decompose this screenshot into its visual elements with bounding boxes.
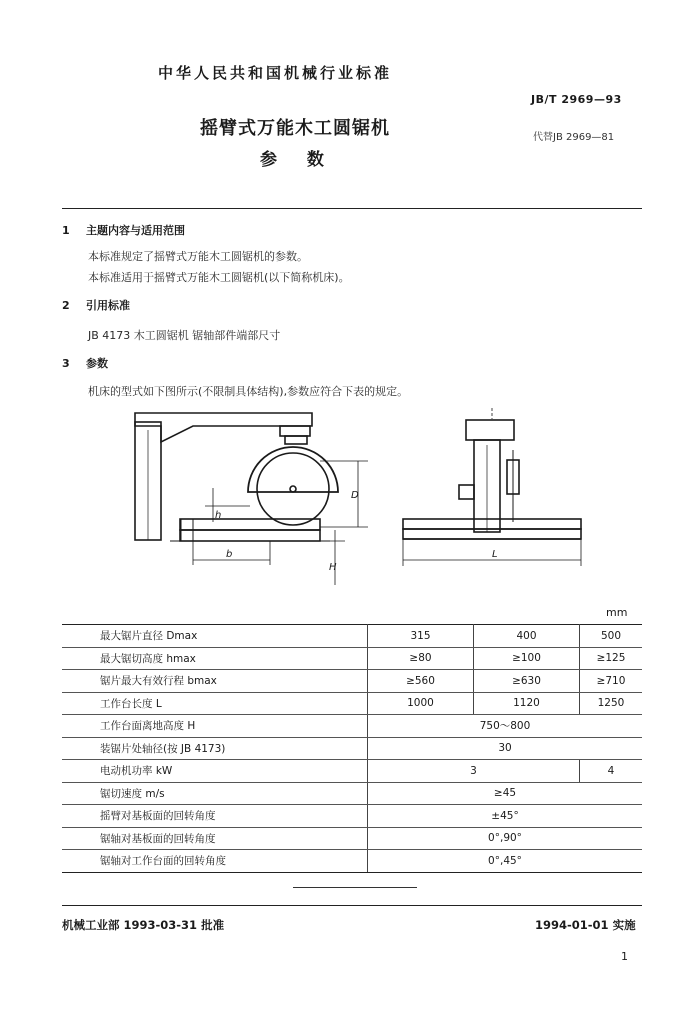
cell: 0°,45° xyxy=(368,850,643,873)
page-number: 1 xyxy=(621,950,628,963)
machine-drawing xyxy=(0,400,675,590)
cell: 1120 xyxy=(474,692,580,715)
cell: ≥45 xyxy=(368,782,643,805)
table-row xyxy=(62,760,642,783)
table-row xyxy=(62,827,642,850)
table-row xyxy=(62,647,642,670)
row-label: 电动机功率 kW xyxy=(62,760,368,783)
cell: ≥125 xyxy=(580,647,643,670)
approval-note: 机械工业部 1993-03-31 批准 xyxy=(62,918,225,932)
cell: ±45° xyxy=(368,805,643,828)
table-row xyxy=(62,692,642,715)
saw-blade xyxy=(248,447,338,525)
section-1-heading: 1 主题内容与适用范围 xyxy=(62,224,185,237)
row-label: 锯切速度 m/s xyxy=(62,782,368,805)
row-label: 工作台面离地高度 H xyxy=(62,715,368,738)
dim-label-D: D xyxy=(351,490,359,501)
document-title: 摇臂式万能木工圆锯机 xyxy=(200,118,390,139)
cell: 0°,90° xyxy=(368,827,643,850)
cell: 400 xyxy=(474,625,580,648)
section-3-heading: 3 参数 xyxy=(62,357,108,370)
dim-label-H: H xyxy=(329,562,337,573)
issuing-body: 中华人民共和国机械行业标准 xyxy=(158,64,393,82)
cell: 1250 xyxy=(580,692,643,715)
row-label: 装锯片处轴径(按 JB 4173) xyxy=(62,737,368,760)
replaces-note: 代替JB 2969—81 xyxy=(533,132,615,143)
dim-label-L: L xyxy=(492,549,498,560)
front-view-dimensions xyxy=(403,408,581,566)
row-label: 最大锯切高度 hmax xyxy=(62,647,368,670)
section-1-line-2: 本标准适用于摇臂式万能木工圆锯机(以下简称机床)。 xyxy=(88,271,350,284)
side-view-arm xyxy=(135,413,312,444)
table-row xyxy=(62,850,642,873)
front-view-table xyxy=(403,519,581,539)
header-rule xyxy=(62,208,642,209)
table-unit: mm xyxy=(606,606,628,619)
footer-rule xyxy=(62,905,642,906)
standard-number: JB/T 2969—93 xyxy=(531,93,622,106)
section-3-line-1: 机床的型式如下图所示(不限制具体结构),参数应符合下表的规定。 xyxy=(88,385,409,398)
parameter-table xyxy=(62,624,642,873)
cell: 3 xyxy=(368,760,580,783)
cell: ≥710 xyxy=(580,670,643,693)
row-label: 锯片最大有效行程 bmax xyxy=(62,670,368,693)
section-2-line-1: JB 4173 木工圆锯机 锯轴部件端部尺寸 xyxy=(88,329,281,342)
front-view-column xyxy=(459,420,519,532)
cell: ≥80 xyxy=(368,647,474,670)
table-row xyxy=(62,670,642,693)
row-label: 摇臂对基板面的回转角度 xyxy=(62,805,368,828)
row-label: 锯轴对工作台面的回转角度 xyxy=(62,850,368,873)
cell: 1000 xyxy=(368,692,474,715)
table-row xyxy=(62,625,642,648)
row-label: 工作台长度 L xyxy=(62,692,368,715)
cell: 500 xyxy=(580,625,643,648)
table-row xyxy=(62,737,642,760)
side-view-column xyxy=(135,422,161,540)
cell: 315 xyxy=(368,625,474,648)
cell: 30 xyxy=(368,737,643,760)
section-2-heading: 2 引用标准 xyxy=(62,299,130,312)
cell: 750～800 xyxy=(368,715,643,738)
section-1-line-1: 本标准规定了摇臂式万能木工圆锯机的参数。 xyxy=(88,250,308,263)
table-row xyxy=(62,805,642,828)
implementation-note: 1994-01-01 实施 xyxy=(535,918,636,932)
cell: ≥100 xyxy=(474,647,580,670)
cell: ≥560 xyxy=(368,670,474,693)
dim-label-b: b xyxy=(226,549,233,560)
document-subtitle: 参 数 xyxy=(260,150,336,170)
dim-label-h: h xyxy=(215,510,222,521)
table-row xyxy=(62,782,642,805)
end-rule xyxy=(293,887,417,888)
cell: 4 xyxy=(580,760,643,783)
row-label: 最大锯片直径 Dmax xyxy=(62,625,368,648)
cell: ≥630 xyxy=(474,670,580,693)
table-row xyxy=(62,715,642,738)
row-label: 锯轴对基板面的回转角度 xyxy=(62,827,368,850)
